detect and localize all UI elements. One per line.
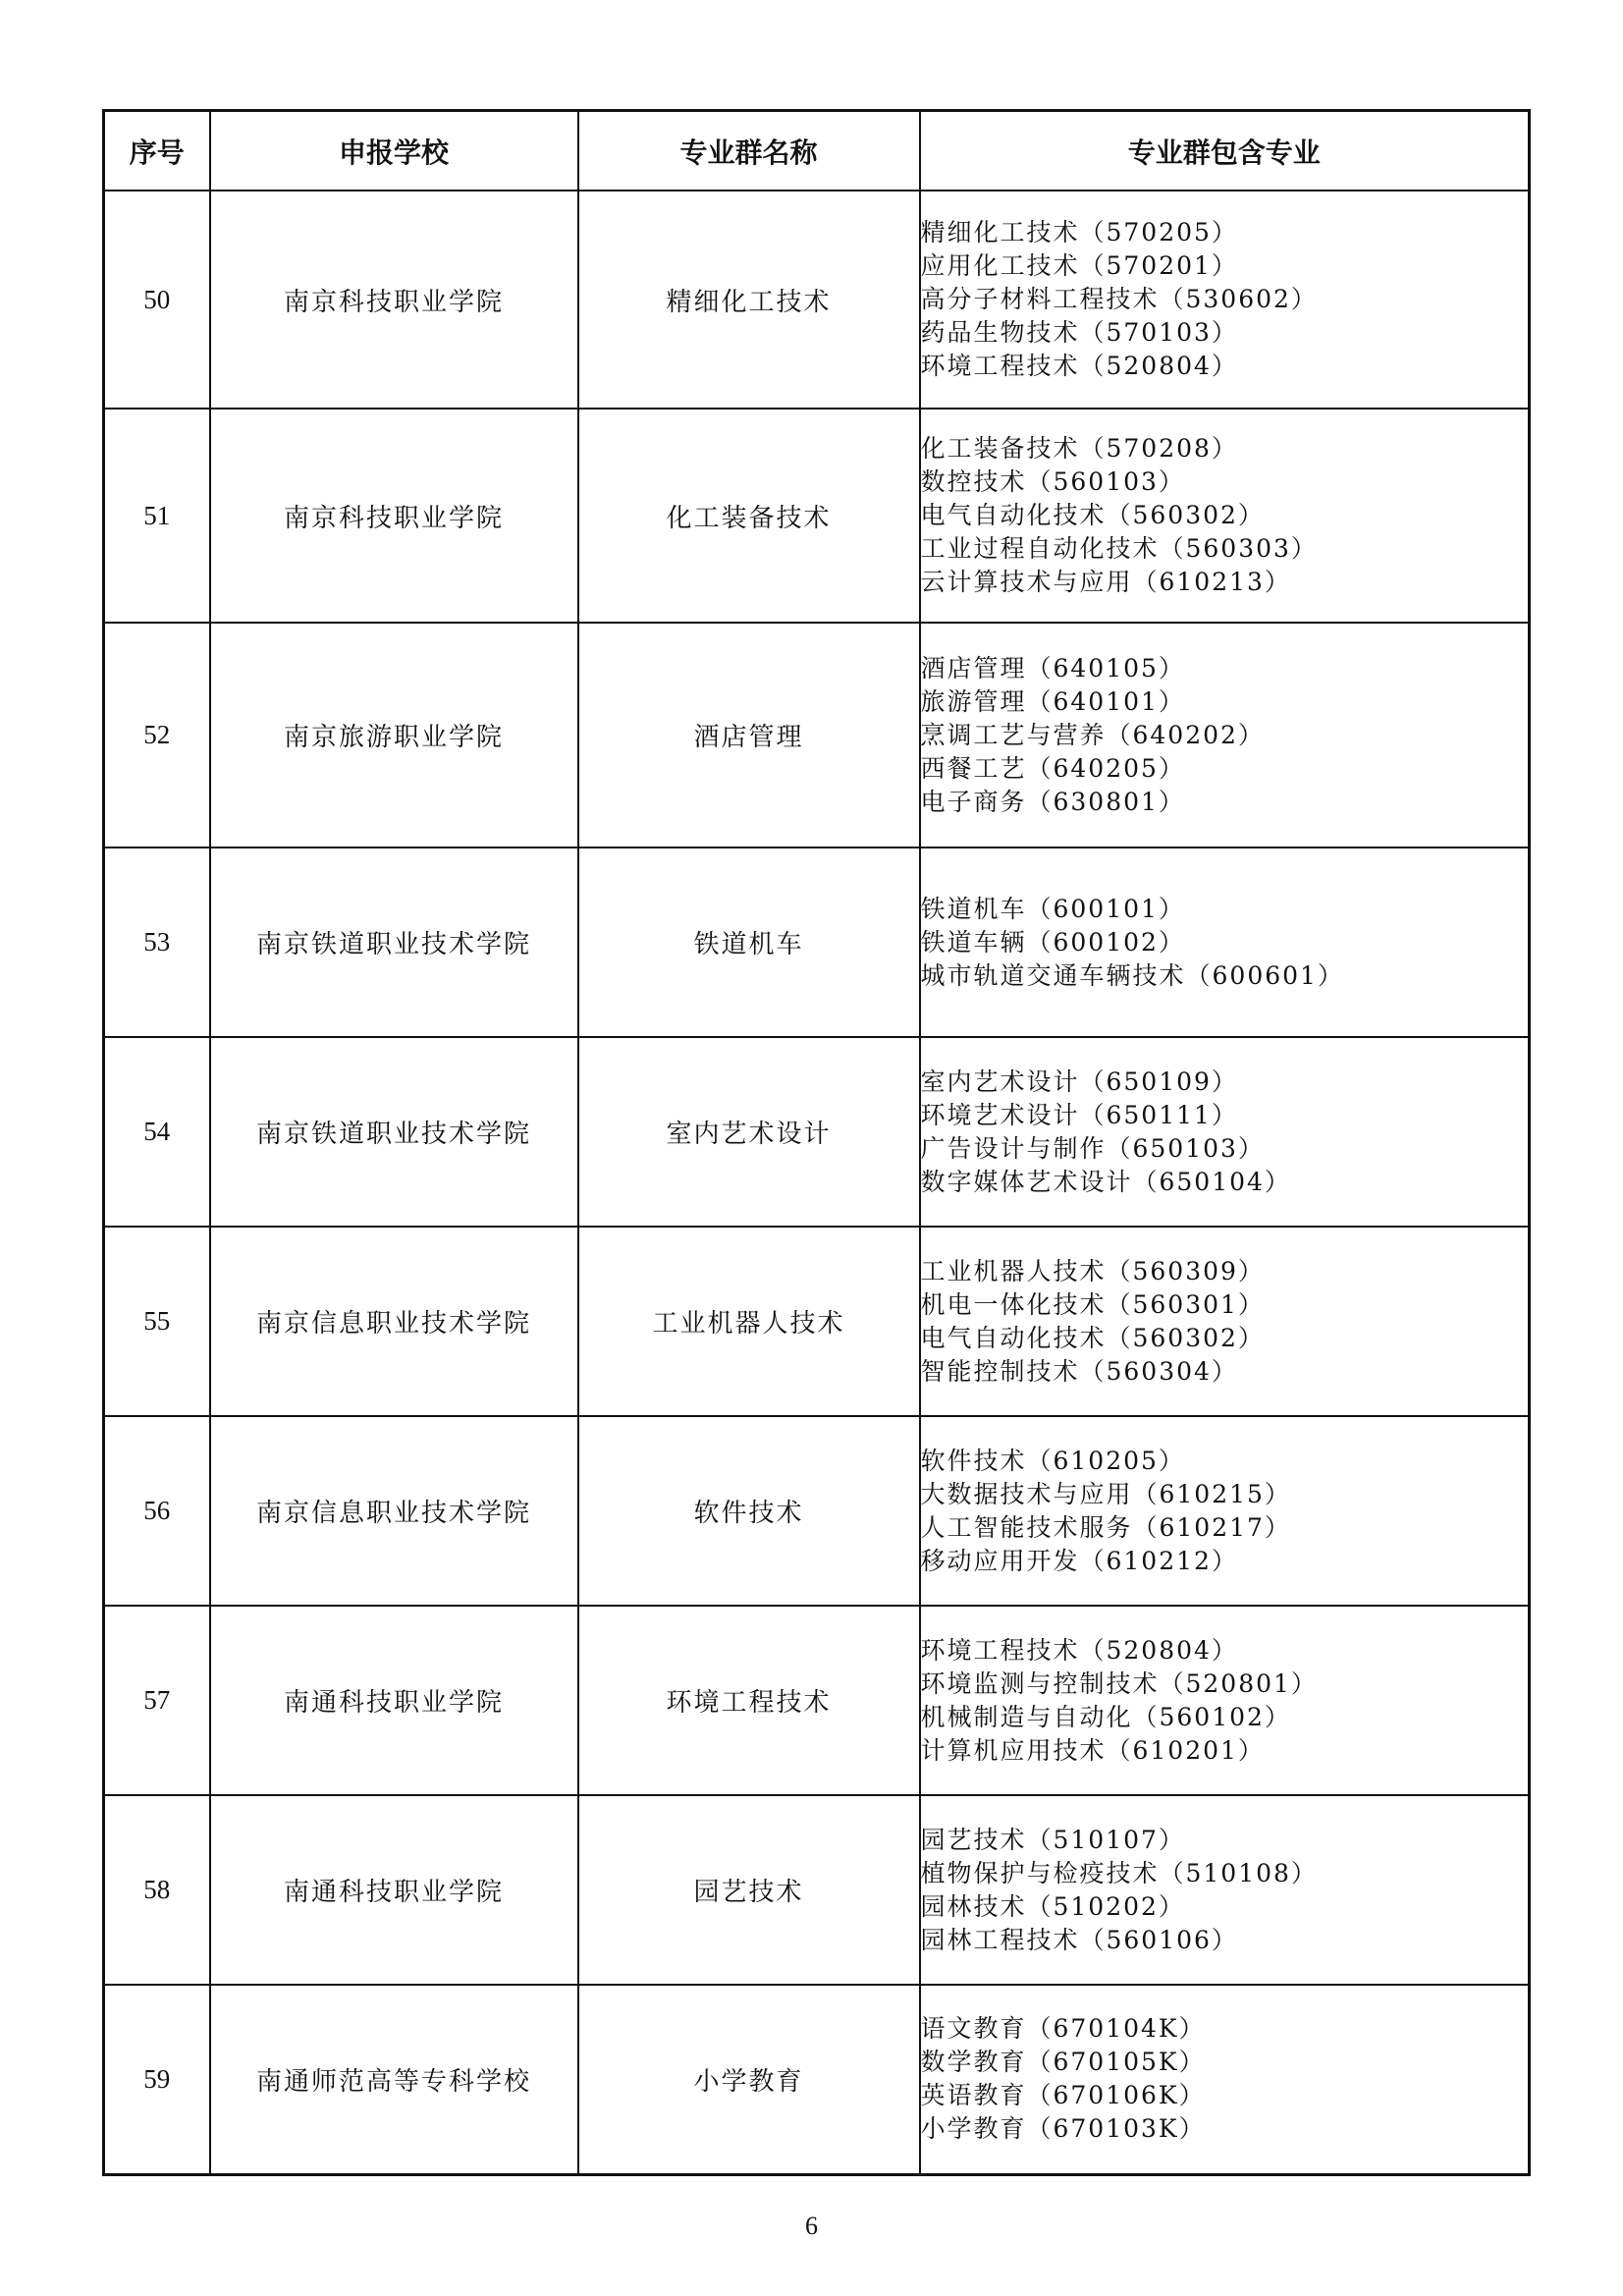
major-item: 旅游管理（640101） <box>920 686 1185 716</box>
school-name: 南通科技职业学院 <box>210 1606 578 1795</box>
major-item: 药品生物技术（570103） <box>920 318 1238 347</box>
major-item: 工业机器人技术（560309） <box>920 1256 1265 1285</box>
major-item: 电气自动化技术（560302） <box>920 501 1265 529</box>
major-item: 语文教育（670104K） <box>920 2014 1206 2044</box>
school-name: 南京信息职业技术学院 <box>210 1416 578 1606</box>
table-row <box>104 847 1530 1037</box>
row-number: 55 <box>104 1227 210 1416</box>
school-name: 南京铁道职业技术学院 <box>210 847 578 1037</box>
group-name: 园艺技术 <box>578 1795 920 1985</box>
row-number: 56 <box>104 1416 210 1606</box>
major-item: 大数据技术与应用（610215） <box>920 1479 1291 1508</box>
table-row <box>104 1795 1530 1985</box>
major-item: 工业过程自动化技术（560303） <box>920 534 1318 563</box>
group-name: 酒店管理 <box>578 623 920 847</box>
included-majors <box>920 623 1530 847</box>
major-item: 烹调工艺与营养（640202） <box>920 720 1265 749</box>
major-item: 数控技术（560103） <box>920 467 1185 496</box>
major-item: 人工智能技术服务（610217） <box>920 1512 1291 1542</box>
major-item: 机电一体化技术（560301） <box>920 1289 1265 1319</box>
table-row <box>104 1606 1530 1795</box>
major-item: 广告设计与制作（650103） <box>920 1133 1265 1163</box>
major-item: 电气自动化技术（560302） <box>920 1323 1265 1352</box>
major-item: 园林工程技术（560106） <box>920 1925 1238 1954</box>
header-school: 申报学校 <box>210 111 578 191</box>
row-number: 53 <box>104 847 210 1037</box>
major-item: 软件技术（610205） <box>920 1446 1185 1475</box>
row-number: 59 <box>104 1985 210 2174</box>
row-number: 54 <box>104 1037 210 1227</box>
major-item: 智能控制技术（560304） <box>920 1356 1238 1386</box>
school-name: 南通师范高等专科学校 <box>210 1985 578 2174</box>
table-row <box>104 409 1530 623</box>
major-groups-table <box>102 109 1531 2176</box>
major-item: 数学教育（670105K） <box>920 2048 1206 2077</box>
group-name: 精细化工技术 <box>578 191 920 409</box>
row-number: 58 <box>104 1795 210 1985</box>
school-name: 南通科技职业学院 <box>210 1795 578 1985</box>
major-item: 英语教育（670106K） <box>920 2081 1206 2110</box>
row-number: 51 <box>104 409 210 623</box>
header-included-majors: 专业群包含专业 <box>920 111 1530 191</box>
included-majors <box>920 1606 1530 1795</box>
major-item: 移动应用开发（610212） <box>920 1546 1238 1575</box>
header-no: 序号 <box>104 111 210 191</box>
group-name: 室内艺术设计 <box>578 1037 920 1227</box>
table-row <box>104 1985 1530 2174</box>
table-row <box>104 1416 1530 1606</box>
school-name: 南京旅游职业学院 <box>210 623 578 847</box>
included-majors <box>920 1985 1530 2174</box>
major-item: 酒店管理（640105） <box>920 653 1185 683</box>
major-item: 高分子材料工程技术（530602） <box>920 285 1318 313</box>
included-majors <box>920 409 1530 623</box>
included-majors <box>920 1416 1530 1606</box>
major-item: 园林技术（510202） <box>920 1891 1185 1921</box>
row-number: 57 <box>104 1606 210 1795</box>
major-item: 小学教育（670103K） <box>920 2114 1206 2144</box>
table-row <box>104 191 1530 409</box>
header-group-name: 专业群名称 <box>578 111 920 191</box>
group-name: 软件技术 <box>578 1416 920 1606</box>
major-item: 环境工程技术（520804） <box>920 352 1238 380</box>
school-name: 南京科技职业学院 <box>210 191 578 409</box>
table-row <box>104 1227 1530 1416</box>
major-item: 室内艺术设计（650109） <box>920 1066 1238 1096</box>
row-number: 52 <box>104 623 210 847</box>
major-item: 化工装备技术（570208） <box>920 434 1238 463</box>
major-item: 精细化工技术（570205） <box>920 218 1238 246</box>
included-majors <box>920 1227 1530 1416</box>
included-majors <box>920 847 1530 1037</box>
header-row <box>104 111 1530 191</box>
group-name: 小学教育 <box>578 1985 920 2174</box>
table-row <box>104 623 1530 847</box>
major-item: 应用化工技术（570201） <box>920 251 1238 280</box>
school-name: 南京科技职业学院 <box>210 409 578 623</box>
major-item: 西餐工艺（640205） <box>920 753 1185 783</box>
included-majors <box>920 1795 1530 1985</box>
major-item: 园艺技术（510107） <box>920 1825 1185 1854</box>
school-name: 南京铁道职业技术学院 <box>210 1037 578 1227</box>
table-body <box>104 191 1530 2174</box>
major-item: 植物保护与检疫技术（510108） <box>920 1858 1318 1887</box>
major-item: 计算机应用技术（610201） <box>920 1735 1265 1765</box>
major-item: 铁道车辆（600102） <box>920 927 1185 957</box>
group-name: 化工装备技术 <box>578 409 920 623</box>
major-item: 环境工程技术（520804） <box>920 1635 1238 1665</box>
table-row <box>104 1037 1530 1227</box>
major-item: 机械制造与自动化（560102） <box>920 1702 1291 1731</box>
group-name: 铁道机车 <box>578 847 920 1037</box>
school-name: 南京信息职业技术学院 <box>210 1227 578 1416</box>
major-item: 城市轨道交通车辆技术（600601） <box>920 960 1344 990</box>
major-item: 数字媒体艺术设计（650104） <box>920 1167 1291 1196</box>
group-name: 工业机器人技术 <box>578 1227 920 1416</box>
major-item: 环境监测与控制技术（520801） <box>920 1668 1318 1698</box>
major-item: 环境艺术设计（650111） <box>920 1100 1238 1129</box>
page-number: 6 <box>805 2212 818 2240</box>
included-majors <box>920 1037 1530 1227</box>
included-majors <box>920 191 1530 409</box>
row-number: 50 <box>104 191 210 409</box>
major-item: 电子商务（630801） <box>920 787 1185 816</box>
group-name: 环境工程技术 <box>578 1606 920 1795</box>
major-item: 铁道机车（600101） <box>920 894 1185 923</box>
major-item: 云计算技术与应用（610213） <box>920 568 1291 596</box>
